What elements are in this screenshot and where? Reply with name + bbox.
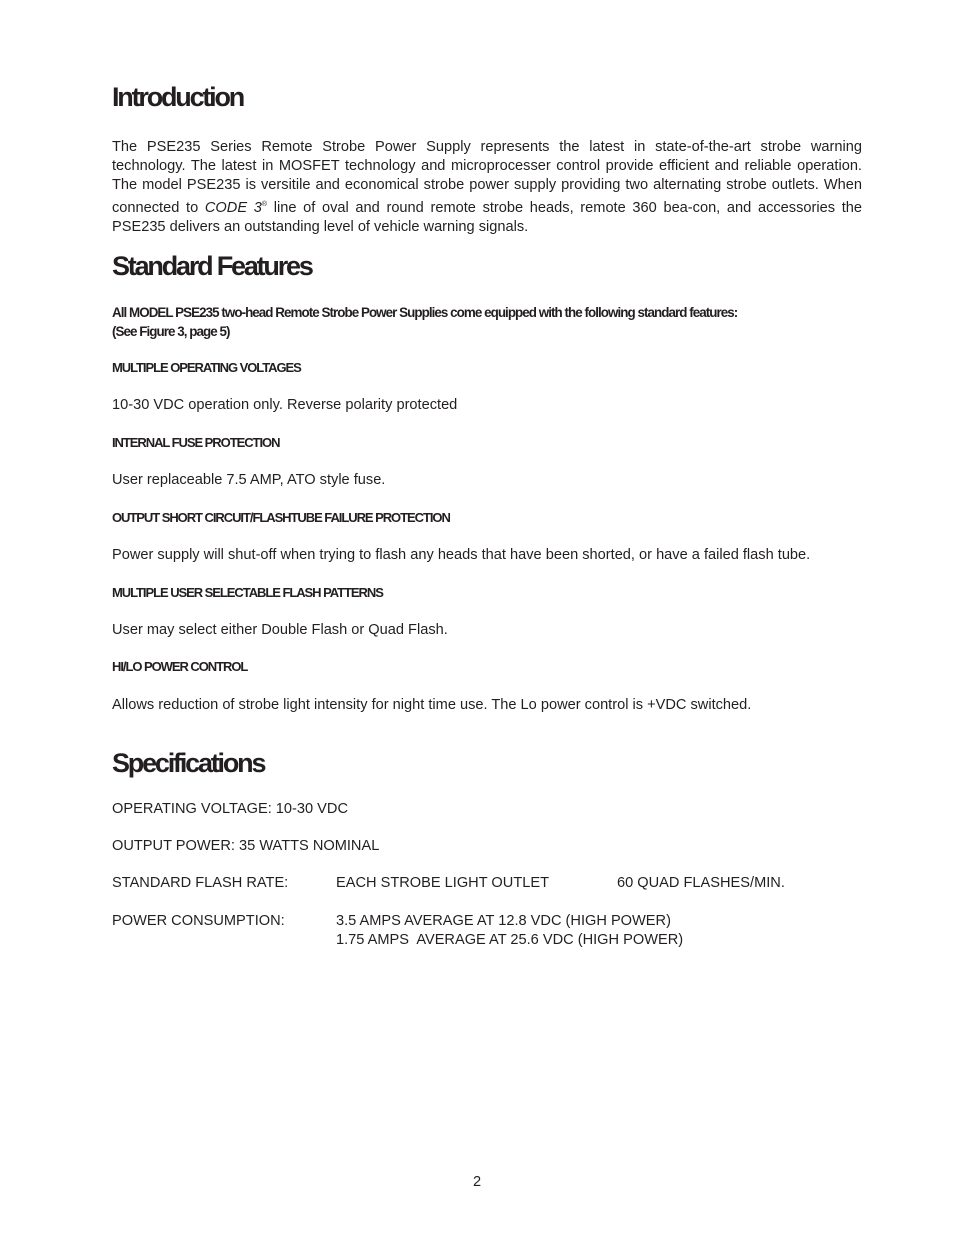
feature-text-short-circuit: Power supply will shut-off when trying to flash any heads that have been shorted, or have a failed flash tube. [112, 547, 811, 563]
specifications-heading: Specifications [112, 748, 265, 778]
feature-title-short-circuit: OUTPUT SHORT CIRCUIT/FLASHTUBE FAILURE PROTECTION [112, 510, 450, 525]
introduction-heading: Introduction [112, 82, 244, 112]
spec-flash-rate-outlet: EACH STROBE LIGHT OUTLET [336, 875, 549, 891]
feature-text-fuse: User replaceable 7.5 AMP, ATO style fuse. [112, 472, 386, 488]
spec-power-consumption-line2: 1.75 AMPS AVERAGE AT 25.6 VDC (HIGH POWER) [336, 932, 684, 948]
introduction-paragraph [112, 138, 862, 237]
feature-text-power-control: Allows reduction of strobe light intensity for night time use. The Lo power control is +VDC switched. [112, 697, 752, 713]
introduction-text-part1: The PSE235 Series Remote Strobe Power Supply represents the latest in state-of-the-art strobe warning technology. The latest in MOSFET technology and microprocesser control provide efficient and reliable operation. The model PSE235 is versitile and economical strobe power supply providing two alternating strobe outlets. When connected to [112, 139, 862, 216]
feature-title-power-control: HI/LO POWER CONTROL [112, 659, 248, 674]
spec-power-consumption-label: POWER CONSUMPTION: [112, 913, 285, 929]
spec-flash-rate-value: 60 QUAD FLASHES/MIN. [617, 875, 785, 891]
feature-text-voltages: 10-30 VDC operation only. Reverse polarity protected [112, 397, 458, 413]
code3-brand: CODE 3 [204, 200, 262, 216]
spec-flash-rate-label: STANDARD FLASH RATE: [112, 875, 289, 891]
spec-power-consumption-line1: 3.5 AMPS AVERAGE AT 12.8 VDC (HIGH POWER) [336, 913, 671, 929]
feature-title-flash-patterns: MULTIPLE USER SELECTABLE FLASH PATTERNS [112, 585, 383, 600]
spec-operating-voltage: OPERATING VOLTAGE: 10-30 VDC [112, 801, 348, 817]
registered-mark: ® [261, 201, 268, 208]
spec-output-power: OUTPUT POWER: 35 WATTS NOMINAL [112, 838, 380, 854]
feature-title-fuse: INTERNAL FUSE PROTECTION [112, 435, 280, 450]
standard-features-lead [112, 303, 872, 341]
feature-text-flash-patterns: User may select either Double Flash or Quad Flash. [112, 622, 448, 638]
spec-power-consumption-values [336, 912, 683, 950]
standard-features-lead-text: All MODEL PSE235 two-head Remote Strobe Power Supplies come equipped with the following standard features: [112, 305, 738, 320]
feature-title-voltages: MULTIPLE OPERATING VOLTAGES [112, 360, 301, 375]
standard-features-heading: Standard Features [112, 251, 312, 281]
introduction-text-part2: line of oval and round remote strobe heads, remote 360 bea-con, and accessories the PSE235 delivers an outstanding level of vehicle warning signals. [112, 200, 862, 235]
page-number: 2 [472, 1174, 482, 1190]
standard-features-lead-ref: (See Figure 3, page 5) [112, 324, 230, 339]
